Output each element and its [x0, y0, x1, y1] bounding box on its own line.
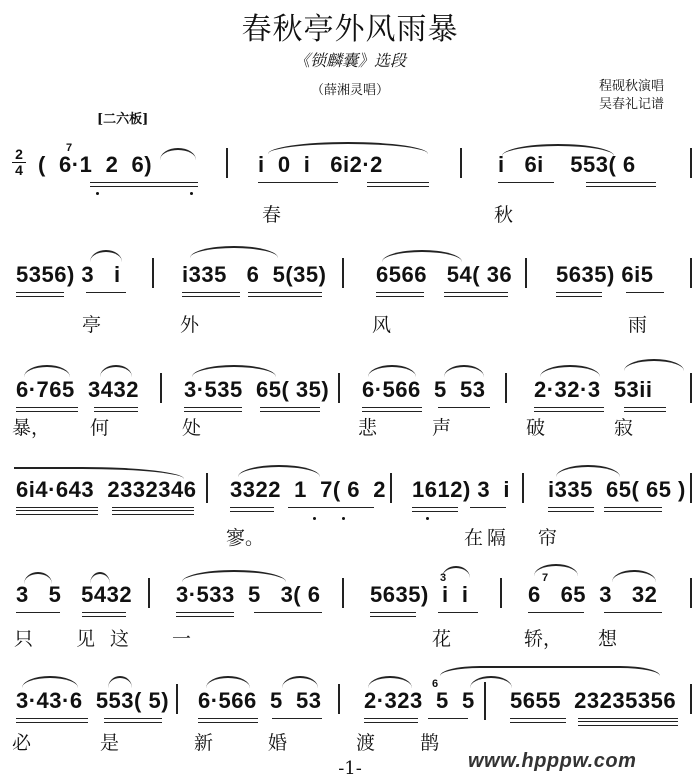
beam-underline: [288, 507, 374, 508]
beam-underline: [548, 507, 594, 512]
slur: [442, 566, 470, 578]
measure: 3·43·6 553( 5): [16, 688, 170, 713]
measure: i 0 i 6i2·2: [258, 152, 383, 177]
beam-underline: [82, 612, 126, 617]
beam-underline: [626, 292, 664, 293]
lyric: 是: [100, 732, 120, 754]
beam-underline: [86, 292, 126, 293]
barline: [148, 578, 150, 608]
lyric: 这: [110, 628, 130, 650]
lyric: 声: [432, 417, 452, 439]
lyric: 帘: [538, 527, 558, 549]
beam-underline: [198, 718, 258, 723]
measure: 6 65 3 32: [528, 582, 658, 607]
slur: [368, 676, 412, 688]
slur: [22, 676, 78, 688]
slur: [14, 467, 184, 479]
measure: 2·32·3 53ii: [534, 377, 653, 402]
lyric: 一: [172, 628, 192, 650]
lyric: 寂: [614, 417, 634, 439]
lyric: 风: [372, 314, 392, 336]
barline: [505, 373, 507, 403]
beam-underline: [556, 292, 602, 297]
beam-underline: [16, 612, 60, 613]
barline: [342, 258, 344, 288]
measure: 6566 54( 36: [376, 262, 513, 287]
barline: [390, 473, 392, 503]
lyric: 破: [526, 417, 546, 439]
song-title: 春秋亭外风雨暴: [241, 12, 459, 47]
beam-underline: [258, 182, 338, 183]
time-signature-top: 2: [15, 146, 23, 162]
lyric: 悲: [358, 417, 378, 439]
slur: [108, 676, 132, 688]
slur: [440, 666, 660, 678]
role-note: （薛湘灵唱）: [310, 83, 389, 98]
slur: [206, 676, 250, 688]
beam-underline: [604, 507, 662, 512]
measure: 6i4·643 2332346: [16, 477, 197, 502]
slur: [612, 570, 656, 582]
lyric: 亭: [82, 314, 102, 336]
measure: 5635) 6i5: [556, 262, 654, 287]
low-octave-dot: [342, 517, 345, 520]
beam-underline: [248, 292, 322, 297]
measure: ( 6·1 2 6): [38, 152, 153, 177]
page-number: -1-: [338, 758, 362, 779]
beam-underline: [90, 182, 198, 187]
slur: [24, 572, 52, 584]
beam-underline: [367, 182, 429, 187]
beam-underline: [260, 407, 320, 412]
lyric: 处: [182, 417, 202, 439]
barline: [152, 258, 154, 288]
beam-underline: [412, 507, 458, 512]
beam-underline: [254, 612, 322, 613]
beam-underline: [362, 407, 422, 412]
credits: [599, 78, 664, 114]
beam-underline: [586, 182, 656, 187]
slur: [368, 365, 416, 377]
lyric: 渡: [356, 732, 376, 754]
barline: [690, 578, 692, 608]
lyric: 只: [14, 628, 34, 650]
beam-underline: [428, 718, 468, 719]
low-octave-dot: [96, 192, 99, 195]
beam-underline: [16, 718, 88, 723]
barline: [160, 373, 162, 403]
slur: [282, 676, 318, 688]
beam-underline: [438, 612, 478, 613]
grace-note: 6: [432, 678, 439, 690]
beam-underline: [510, 718, 566, 723]
transcriber-credit: 吴春礼记谱: [599, 97, 665, 112]
measure: i335 6 5(35): [182, 262, 327, 287]
site-watermark: www.hpppw.com: [468, 750, 637, 772]
beam-underline: [438, 407, 490, 408]
measure: 5635) i i: [370, 582, 469, 607]
beam-underline: [112, 507, 194, 515]
measure: 1612) 3 i: [412, 477, 510, 502]
measure: 6·566 5 53: [198, 688, 322, 713]
barline: [525, 258, 527, 288]
lyric: 必: [12, 732, 32, 754]
beam-underline: [528, 612, 584, 613]
barline: [342, 578, 344, 608]
time-signature: [12, 148, 26, 177]
slur: [90, 250, 122, 262]
beam-underline: [376, 292, 424, 297]
lyric: 见: [76, 628, 96, 650]
barline: [690, 684, 692, 714]
slur: [382, 250, 462, 262]
beam-underline: [16, 292, 64, 297]
slur: [534, 564, 578, 576]
barline: [460, 148, 462, 178]
lyric: 想: [598, 628, 618, 650]
low-octave-dot: [426, 517, 429, 520]
slur: [100, 365, 132, 377]
measure: 5655 23235356: [510, 688, 677, 713]
measure: 6·566 5 53: [362, 377, 486, 402]
beam-underline: [184, 407, 242, 412]
grace-note: 7: [542, 572, 549, 584]
beam-underline: [16, 507, 98, 515]
lyric: 在隔: [464, 527, 511, 549]
slur: [182, 570, 286, 582]
barline: [690, 258, 692, 288]
beam-underline: [272, 718, 322, 719]
barline: [690, 148, 692, 178]
beam-underline: [176, 612, 234, 617]
barline: [484, 682, 486, 720]
tempo-banshi-label: [二六板]: [97, 112, 149, 127]
beam-underline: [624, 407, 666, 412]
barline: [226, 148, 228, 178]
slur: [90, 572, 110, 584]
lyric: 新: [194, 732, 214, 754]
lyric: 轿，: [524, 628, 563, 650]
beam-underline: [16, 407, 78, 412]
measure: 3322 1 7( 6 2: [230, 477, 386, 502]
barline: [176, 684, 178, 714]
slur: [540, 365, 600, 377]
measure: 6·765 3432: [16, 377, 139, 402]
lyric: 鹊: [420, 732, 440, 754]
measure: i 6i 553( 6: [498, 152, 636, 177]
measure: 2·323 5 5: [364, 688, 475, 713]
slur: [624, 359, 684, 371]
slur: [238, 465, 320, 477]
low-octave-dot: [190, 192, 193, 195]
lyric: 花: [432, 628, 452, 650]
lyric: 暴，: [12, 417, 51, 439]
slur: [24, 365, 70, 377]
lyric: 春: [262, 204, 282, 226]
beam-underline: [604, 612, 662, 613]
slur: [502, 144, 614, 156]
lyric: 婚: [268, 732, 288, 754]
barline: [500, 578, 502, 608]
beam-underline: [444, 292, 508, 297]
slur: [160, 148, 196, 160]
lyric: 寥。: [226, 527, 265, 549]
barline: [690, 373, 692, 403]
beam-underline: [498, 182, 554, 183]
beam-underline: [182, 292, 240, 297]
slur: [268, 142, 428, 154]
beam-underline: [230, 507, 274, 512]
beam-underline: [470, 507, 506, 508]
measure: 3·535 65( 35): [184, 377, 330, 402]
lyric: 雨: [628, 314, 648, 336]
measure: 3 5 5432: [16, 582, 133, 607]
slur: [192, 365, 276, 377]
slur: [556, 465, 620, 477]
grace-note: 7: [66, 142, 73, 154]
beam-underline: [534, 407, 604, 412]
time-signature-bottom: 4: [15, 162, 23, 178]
measure: 5356) 3 i: [16, 262, 121, 287]
opera-excerpt-subtitle: 《锁麟囊》选段: [293, 51, 406, 70]
lyric: 外: [180, 314, 200, 336]
beam-underline: [364, 718, 418, 723]
barline: [690, 473, 692, 503]
beam-underline: [578, 718, 678, 726]
barline: [522, 473, 524, 503]
beam-underline: [94, 407, 138, 412]
lyric: 秋: [494, 204, 514, 226]
beam-underline: [370, 612, 416, 617]
barline: [338, 373, 340, 403]
lyric: 何: [90, 417, 110, 439]
slur: [190, 246, 278, 258]
grace-note: 3: [440, 572, 447, 584]
beam-underline: [104, 718, 162, 723]
measure: 3·533 5 3( 6: [176, 582, 321, 607]
slur: [444, 365, 484, 377]
barline: [206, 473, 208, 503]
measure: i335 65( 65 ): [548, 477, 686, 502]
low-octave-dot: [313, 517, 316, 520]
barline: [338, 684, 340, 714]
performer-credit: 程砚秋演唱: [599, 79, 665, 94]
